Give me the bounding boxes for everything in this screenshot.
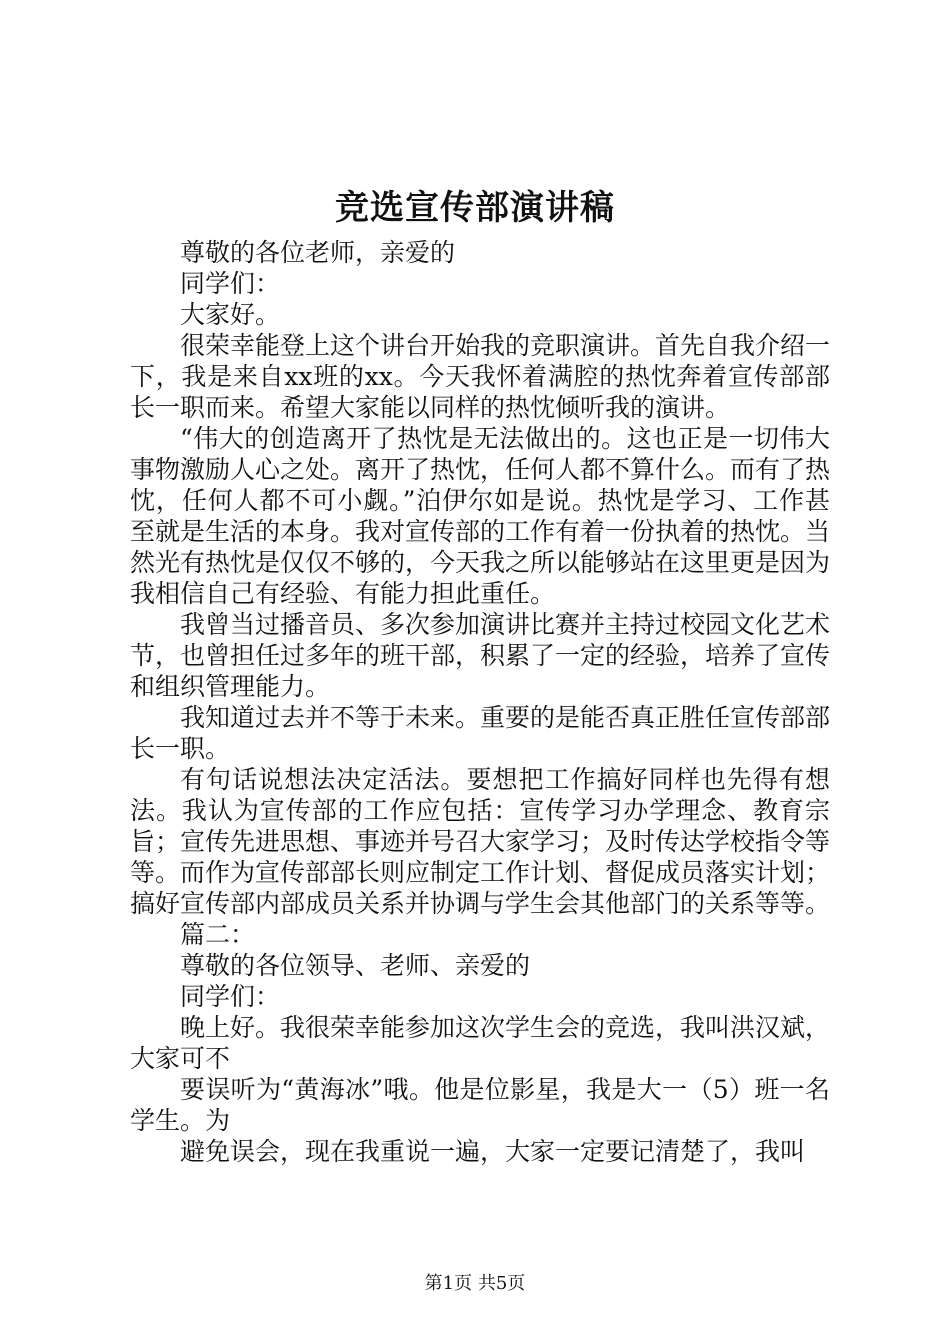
salutation-continued: 同学们： [180, 269, 281, 298]
paragraph-plan: 有句话说想法决定活法。要想把工作搞好同样也先得有想法。我认为宣传部的工作应包括：宣传学习办学理念、教育宗旨；宣传先进思想、事迹并号召大家学习；及时传达学校指令等等。而作为宣传部部长则应制定工作计划、督促成员落实计划；搞好宣传部内部成员关系并协调与学生会其他部门的关系等等。 [130, 765, 831, 918]
document-body [130, 237, 830, 1167]
salutation-second-continued: 同学们： [180, 982, 281, 1011]
salutation-second: 尊敬的各位领导、老师、亲爱的 [180, 951, 531, 980]
paragraph-experience: 我曾当过播音员、多次参加演讲比赛并主持过校园文化艺术节，也曾担任过多年的班干部，积累了一定的经验，培养了宣传和组织管理能力。 [130, 610, 831, 701]
paragraph-future: 我知道过去并不等于未来。重要的是能否真正胜任宣传部部长一职。 [130, 703, 831, 763]
paragraph-repeat-name: 避免误会，现在我重说一遍，大家一定要记清楚了，我叫 [180, 1137, 806, 1166]
document-title: 竞选宣传部演讲稿 [335, 188, 615, 228]
salutation: 尊敬的各位老师，亲爱的 [180, 238, 456, 267]
section-heading: 篇二： [180, 920, 256, 949]
paragraph-quote: “伟大的创造离开了热忱是无法做出的。这也正是一切伟大事物激励人心之处。离开了热忱，任何人都不算什么。而有了热忱，任何人都不可小觑。”泊伊尔如是说。热忱是学习、工作甚至就是生活的本身。我对宣传部的工作有着一份执着的热忱。当然光有热忱是仅仅不够的，今天我之所以能够站在这里更是因为我相信自己有经验、有能力担此重任。 [130, 424, 831, 608]
greeting: 大家好。 [180, 300, 281, 329]
paragraph-evening-greeting: 晚上好。我很荣幸能参加这次学生会的竞选，我叫洪汉斌，大家可不 [130, 1013, 831, 1073]
page-number-footer: 第1页 共5页 [424, 1273, 526, 1294]
paragraph-introduction: 很荣幸能登上这个讲台开始我的竞职演讲。首先自我介绍一下，我是来自xx班的xx。今天我怀着满腔的热忱奔着宣传部部长一职而来。希望大家能以同样的热忱倾听我的演讲。 [130, 331, 831, 422]
paragraph-name-clarification: 要误听为“黄海冰”哦。他是位影星，我是大一（5）班一名学生。为 [130, 1075, 830, 1135]
